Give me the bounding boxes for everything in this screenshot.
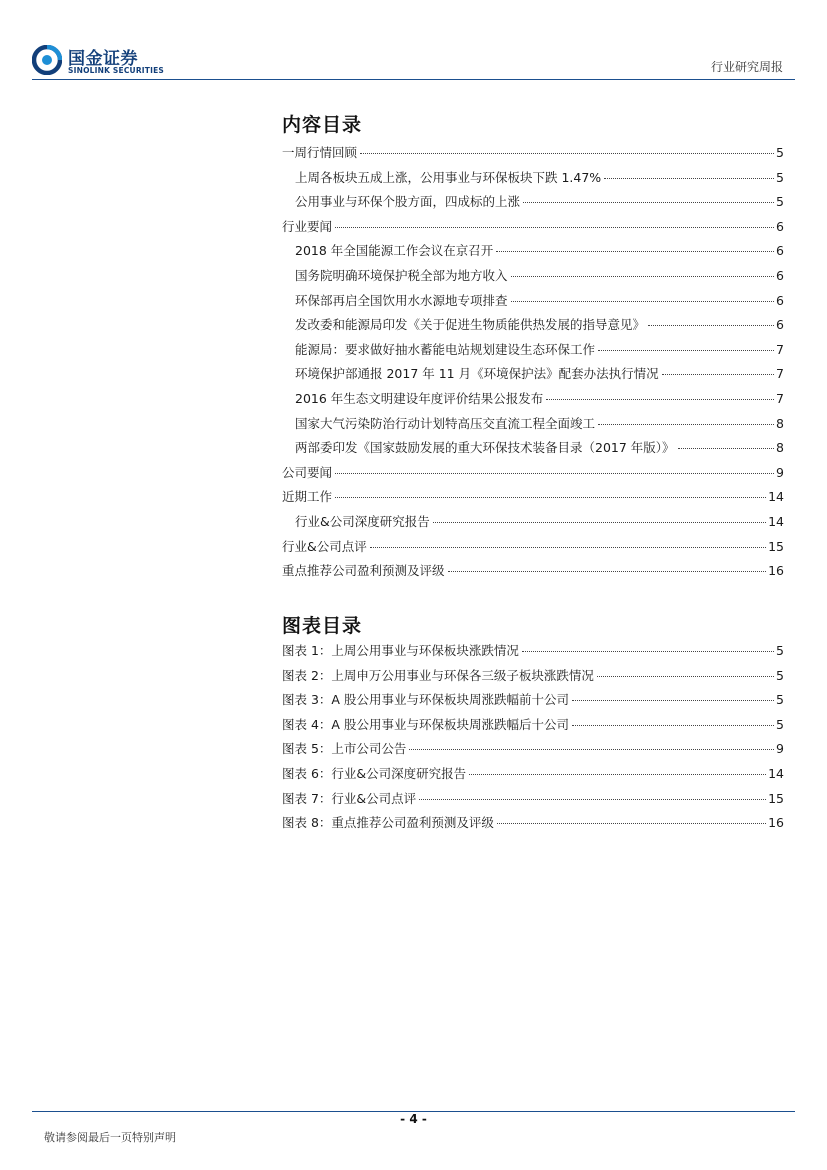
toc-item[interactable] <box>282 414 784 439</box>
contents-list <box>282 143 784 586</box>
toc-entry-title: 2018 年全国能源工作会议在京召开 <box>295 243 494 259</box>
dot-leader <box>648 325 774 326</box>
toc-entry-page: 7 <box>776 341 784 357</box>
dot-leader <box>662 374 774 375</box>
toc-entry-title: 重点推荐公司盈利预测及评级 <box>282 563 445 579</box>
toc-entry-page: 15 <box>768 790 784 806</box>
toc-entry-page: 5 <box>776 667 784 683</box>
toc-entry-page: 6 <box>776 317 784 333</box>
sinolink-logo-icon <box>32 45 62 75</box>
dot-leader <box>598 350 774 351</box>
toc-entry-page: 9 <box>776 741 784 757</box>
toc-entry-title: 近期工作 <box>282 489 333 505</box>
toc-entry-page: 5 <box>776 145 784 160</box>
toc-entry-title: 图表 1：上周公用事业与环保板块涨跌情况 <box>282 643 519 658</box>
dot-leader <box>598 424 774 425</box>
header-divider <box>32 79 795 80</box>
toc-entry-page: 7 <box>776 390 784 406</box>
toc-item[interactable] <box>282 192 784 217</box>
dot-leader <box>419 799 766 800</box>
toc-item[interactable] <box>282 315 784 340</box>
toc-item[interactable] <box>282 537 784 562</box>
toc-entry-page: 5 <box>776 692 784 708</box>
toc-entry-title: 行业&公司深度研究报告 <box>295 513 430 529</box>
toc-item[interactable] <box>282 340 784 365</box>
toc-entry-title: 图表 3：A 股公用事业与环保板块周涨跌幅前十公司 <box>282 692 569 708</box>
toc-entry-page: 6 <box>776 267 784 283</box>
dot-leader <box>546 399 774 400</box>
toc-entry-title: 图表 2：上周申万公用事业与环保各三级子板块涨跌情况 <box>282 667 594 683</box>
dot-leader <box>572 700 774 701</box>
toc-item[interactable] <box>282 512 784 537</box>
dot-leader <box>433 522 766 523</box>
toc-entry-title: 国务院明确环境保护税全部为地方收入 <box>295 267 508 283</box>
dot-leader <box>496 251 774 252</box>
toc-entry-title: 国家大气污染防治行动计划特高压交直流工程全面竣工 <box>295 415 596 431</box>
toc-entry-page: 14 <box>768 513 784 529</box>
dot-leader <box>511 301 775 302</box>
dot-leader <box>335 497 766 498</box>
dot-leader <box>360 153 774 154</box>
toc-entry-title: 公司要闻 <box>282 464 333 480</box>
toc-item[interactable] <box>282 561 784 586</box>
toc-entry-page: 14 <box>768 765 784 781</box>
figure-toc-item[interactable] <box>282 690 784 715</box>
toc-entry-page: 6 <box>776 292 784 308</box>
dot-leader <box>604 178 774 179</box>
toc-item[interactable] <box>282 143 784 168</box>
logo-chinese-name: 国金证券 <box>68 49 138 69</box>
toc-entry-title: 发改委和能源局印发《关于促进生物质能供热发展的指导意见》 <box>295 317 646 333</box>
toc-item[interactable] <box>282 389 784 414</box>
toc-entry-page: 16 <box>768 563 784 579</box>
toc-entry-page: 5 <box>776 194 784 210</box>
toc-entry-page: 5 <box>776 643 784 658</box>
dot-leader <box>335 473 774 474</box>
figures-list <box>282 641 784 838</box>
toc-item[interactable] <box>282 241 784 266</box>
toc-item[interactable] <box>282 291 784 316</box>
toc-item[interactable] <box>282 364 784 389</box>
toc-entry-title: 图表 8：重点推荐公司盈利预测及评级 <box>282 815 494 831</box>
toc-entry-page: 8 <box>776 440 784 456</box>
figure-toc-item[interactable] <box>282 666 784 691</box>
dot-leader <box>497 823 766 824</box>
dot-leader <box>469 774 766 775</box>
dot-leader <box>597 676 774 677</box>
contents-title: 内容目录 <box>282 114 363 136</box>
dot-leader <box>511 276 775 277</box>
toc-entry-title: 环境保护部通报 2017 年 11 月《环境保护法》配套办法执行情况 <box>295 366 659 382</box>
toc-entry-title: 图表 7：行业&公司点评 <box>282 790 417 806</box>
toc-item[interactable] <box>282 266 784 291</box>
toc-item[interactable] <box>282 168 784 193</box>
toc-entry-title: 上周各板块五成上涨，公用事业与环保板块下跌 1.47% <box>295 169 602 185</box>
toc-entry-title: 环保部再启全国饮用水水源地专项排查 <box>295 292 508 308</box>
toc-entry-title: 一周行情回顾 <box>282 145 358 160</box>
figure-toc-item[interactable] <box>282 641 784 666</box>
toc-entry-title: 两部委印发《国家鼓励发展的重大环保技术装备目录（2017 年版）》 <box>295 440 675 456</box>
toc-entry-page: 15 <box>768 538 784 554</box>
page-number: - 4 - <box>400 1112 427 1126</box>
toc-entry-title: 能源局：要求做好抽水蓄能电站规划建设生态环保工作 <box>295 341 596 357</box>
figure-toc-item[interactable] <box>282 764 784 789</box>
figure-toc-item[interactable] <box>282 789 784 814</box>
toc-entry-page: 14 <box>768 489 784 505</box>
toc-item[interactable] <box>282 487 784 512</box>
toc-entry-page: 9 <box>776 464 784 480</box>
toc-entry-title: 行业&公司点评 <box>282 538 367 554</box>
toc-entry-title: 图表 5：上市公司公告 <box>282 741 407 757</box>
toc-entry-title: 2016 年生态文明建设年度评价结果公报发布 <box>295 390 544 406</box>
toc-entry-title: 行业要闻 <box>282 218 333 234</box>
toc-item[interactable] <box>282 463 784 488</box>
dot-leader <box>448 571 767 572</box>
report-type-label: 行业研究周报 <box>710 60 783 74</box>
toc-entry-title: 图表 4：A 股公用事业与环保板块周涨跌幅后十公司 <box>282 716 569 732</box>
dot-leader <box>572 725 774 726</box>
toc-entry-page: 8 <box>776 415 784 431</box>
dot-leader <box>522 651 774 652</box>
toc-entry-page: 7 <box>776 366 784 382</box>
dot-leader <box>335 227 774 228</box>
figures-title: 图表目录 <box>282 615 363 637</box>
figure-toc-item[interactable] <box>282 813 784 838</box>
toc-entry-title: 公用事业与环保个股方面，四成标的上涨 <box>295 194 521 210</box>
toc-entry-title: 图表 6：行业&公司深度研究报告 <box>282 765 467 781</box>
toc-entry-page: 6 <box>776 243 784 259</box>
company-logo <box>32 44 165 78</box>
dot-leader <box>370 547 766 548</box>
dot-leader <box>409 749 774 750</box>
dot-leader <box>678 448 775 449</box>
figure-toc-item[interactable] <box>282 715 784 740</box>
toc-entry-page: 6 <box>776 218 784 234</box>
toc-item[interactable] <box>282 438 784 463</box>
toc-entry-page: 5 <box>776 169 784 185</box>
disclaimer-note: 敬请参阅最后一页特别声明 <box>44 1131 176 1144</box>
dot-leader <box>523 202 774 203</box>
figure-toc-item[interactable] <box>282 739 784 764</box>
toc-item[interactable] <box>282 217 784 242</box>
logo-english-name: SINOLINK SECURITIES <box>68 66 165 75</box>
toc-entry-page: 5 <box>776 716 784 732</box>
toc-entry-page: 16 <box>768 815 784 831</box>
